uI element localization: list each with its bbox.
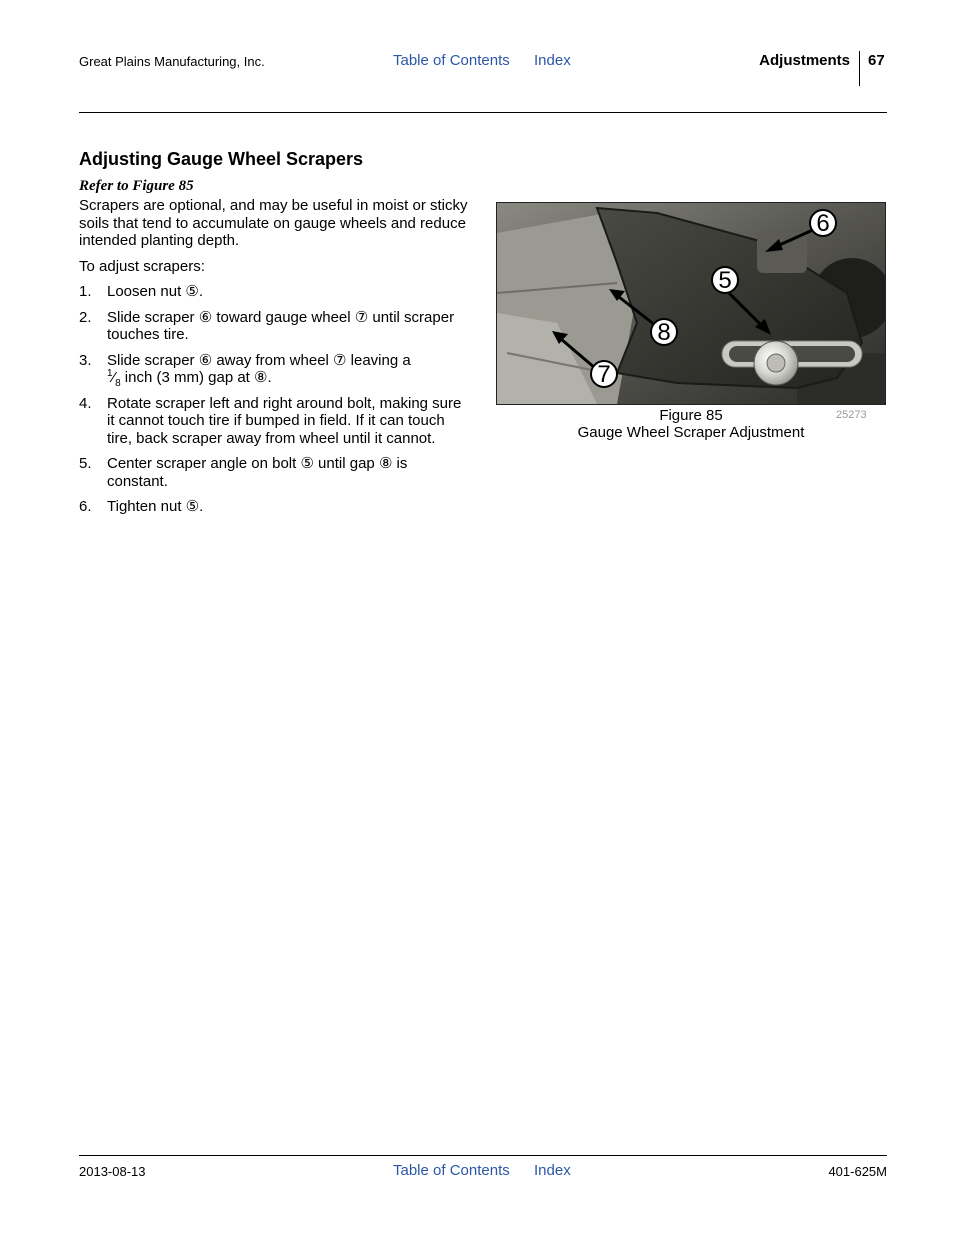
step-text-post: inch (3 mm) gap at ⑧. — [120, 369, 272, 386]
steps-list — [79, 283, 471, 516]
step-number: 2. — [79, 308, 92, 326]
header-rule — [79, 112, 887, 113]
company-name: Great Plains Manufacturing, Inc. — [79, 54, 265, 69]
step-text: Slide scraper ⑥ toward gauge wheel ⑦ until scraper touches tire. — [107, 308, 455, 343]
footer-rule — [79, 1155, 887, 1156]
header-divider — [859, 51, 860, 86]
step-text: Rotate scraper left and right around bolt, making sure it cannot touch tire if bumped in field. If it can touch tire, back scraper away from wheel until it cannot. — [107, 394, 462, 447]
footer-toc-link[interactable]: Table of Contents — [393, 1162, 510, 1179]
step-text: Center scraper angle on bolt ⑤ until gap ⑧ is constant. — [107, 455, 408, 490]
list-item — [79, 498, 471, 516]
list-item — [79, 283, 471, 301]
callout-6-label: 6 — [816, 210, 830, 237]
scraper-photo-illustration — [497, 203, 885, 404]
instructions-column — [79, 197, 471, 524]
list-item — [79, 352, 471, 387]
intro-paragraph: Scrapers are optional, and may be useful in moist or sticky soils that tend to accumulate on gauge wheels and reduce intended planting depth. — [79, 197, 468, 249]
step-text: Tighten nut ⑤. — [107, 498, 204, 515]
lead-paragraph: To adjust scrapers: — [79, 257, 205, 275]
step-text-pre: Slide scraper ⑥ away from wheel ⑦ leaving a — [107, 351, 411, 369]
step-number: 1. — [79, 283, 92, 300]
step-number: 4. — [79, 394, 92, 412]
fraction-numerator: 1 — [107, 368, 113, 379]
header-toc-link[interactable]: Table of Contents — [393, 52, 510, 69]
footer-index-link[interactable]: Index — [534, 1162, 571, 1179]
page-number: 67 — [868, 52, 885, 69]
figure-caption: Gauge Wheel Scraper Adjustment — [577, 424, 805, 441]
fraction-denominator: 8 — [115, 378, 121, 389]
callout-5-label: 5 — [718, 267, 732, 294]
step-number: 3. — [79, 351, 92, 369]
section-title: Adjusting Gauge Wheel Scrapers — [79, 149, 364, 169]
list-item — [79, 455, 471, 490]
figure-label: Figure 85 — [659, 407, 723, 424]
section-name: Adjustments — [759, 52, 850, 69]
step-number: 6. — [79, 498, 92, 515]
figure-reference: Refer to Figure 85 — [79, 178, 194, 194]
footer-date: 2013-08-13 — [79, 1164, 146, 1179]
figure-photo — [496, 202, 886, 405]
step-number: 5. — [79, 455, 92, 472]
document-number: 401-625M — [828, 1164, 887, 1179]
list-item — [79, 395, 471, 448]
header-index-link[interactable]: Index — [534, 52, 571, 69]
step-text: Loosen nut ⑤. — [107, 283, 204, 300]
callout-8-label: 8 — [657, 319, 671, 346]
figure-image-number: 25273 — [836, 409, 867, 421]
list-item — [79, 309, 471, 344]
step-text: Slide scraper ⑥ away from wheel ⑦ leaving a $^1⁄_8$ inch (3 mm) gap at ⑧. — [107, 351, 411, 389]
callout-7-label: 7 — [597, 361, 611, 388]
